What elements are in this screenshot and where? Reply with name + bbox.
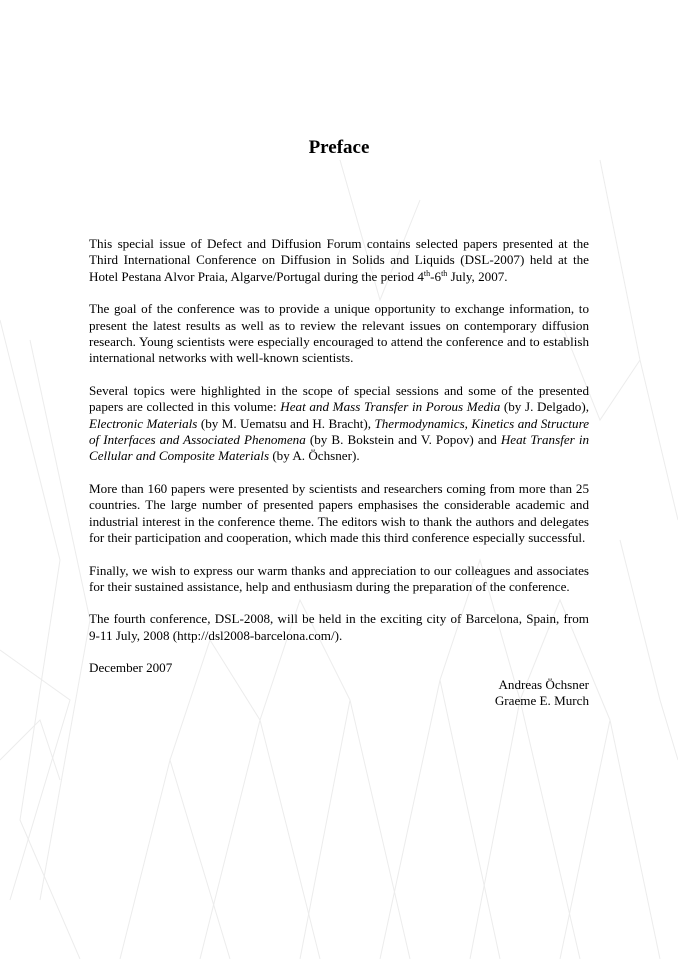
topic-title: Heat Transfer in Cellular and Composite Materials bbox=[89, 432, 589, 464]
paragraph-text: This special issue of Defect and Diffusion Forum contains selected papers presented at the Third International Conference on Diffusion in Solids and Liquids (DSL-2007) held at the Hotel Pestana Alvor Praia, Algarve/Portugal during the period 4 bbox=[89, 236, 589, 284]
superscript: th bbox=[423, 268, 431, 278]
topic-title: Thermodynamics, Kinetics and Structure of Interfaces and Associated Phenomena bbox=[89, 415, 590, 448]
paragraph-text: (by A. Öchsner). bbox=[269, 448, 360, 464]
topic-title: Heat and Mass Transfer in Porous Media bbox=[280, 399, 501, 415]
paragraph-goal: The goal of the conference was to provide a unique opportunity to exchange information, to present the latest results as well as to review the relevant issues on contemporary diffusion research. Young scientists were especially encouraged to attend the conference and to establish international networks with well-known scientists. bbox=[89, 301, 589, 366]
paragraph-intro bbox=[89, 236, 589, 285]
signature-name: Andreas Öchsner bbox=[498, 676, 589, 692]
signatures bbox=[89, 677, 589, 710]
paragraph-thanks: Finally, we wish to express our warm thanks and appreciation to our colleagues and associates for their sustained assistance, help and enthusiasm during the preparation of the conference. bbox=[89, 562, 589, 594]
superscript: th bbox=[441, 268, 448, 278]
paragraph-text: -6 bbox=[430, 268, 442, 284]
paragraph-next-conference: The fourth conference, DSL-2008, will be held in the exciting city of Barcelona, Spain, from 9-11 July, 2008 (http://dsl2008-barcelona.com/). bbox=[89, 611, 589, 643]
document-body bbox=[89, 236, 589, 709]
paragraph-topics bbox=[89, 383, 589, 465]
paragraph-text: (by M. Uematsu and H. Bracht), bbox=[197, 415, 375, 431]
document-date: December 2007 bbox=[89, 660, 173, 676]
page-title: Preface bbox=[308, 137, 370, 158]
paragraph-statistics: More than 160 papers were presented by scientists and researchers coming from more than 25 countries. The large number of presented papers emphasises the considerable academic and industrial interest in the conference theme. The editors wish to thank the authors and delegates for their participation and cooperation, which made this third conference especially successful. bbox=[89, 480, 589, 546]
paragraph-text: (by B. Bokstein and V. Popov) and bbox=[305, 432, 501, 448]
signature-name: Graeme E. Murch bbox=[494, 692, 589, 708]
paragraph-text: Several topics were highlighted in the scope of special sessions and some of the presented papers are collected in this volume: bbox=[89, 382, 589, 415]
topic-title: Electronic Materials bbox=[89, 415, 198, 431]
paragraph-text: July, 2007. bbox=[447, 268, 508, 284]
paragraph-text: (by J. Delgado), bbox=[500, 399, 589, 415]
